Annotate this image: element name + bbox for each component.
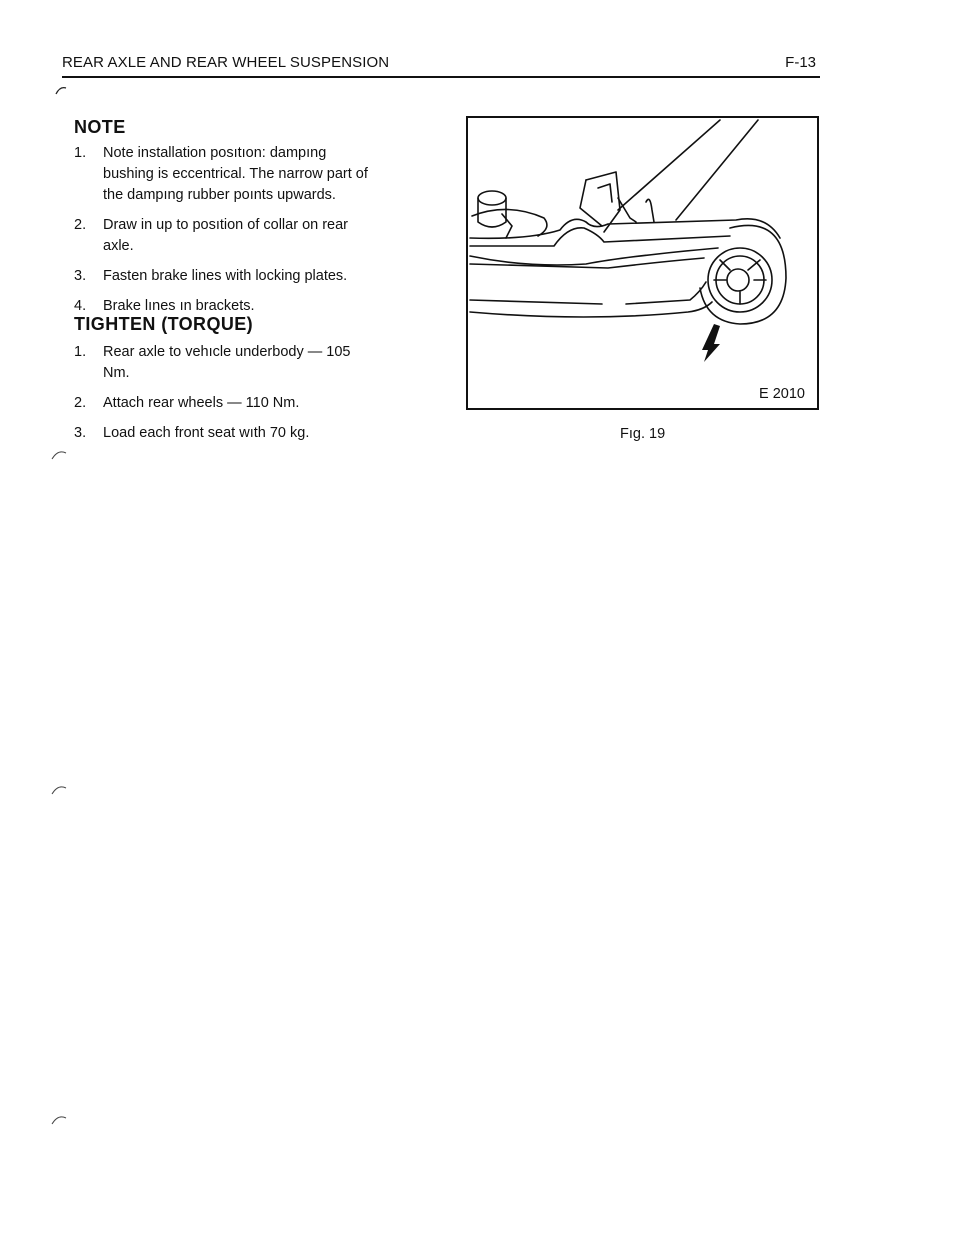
note-heading: NOTE xyxy=(74,117,126,137)
list-item-number: 4. xyxy=(74,298,87,314)
list-item-text: Draw in up to posıtion of collar on rear axle. xyxy=(103,217,349,254)
list-item xyxy=(74,266,374,287)
note-list xyxy=(74,143,374,326)
tighten-list xyxy=(74,342,374,453)
page-header xyxy=(62,50,820,78)
list-item xyxy=(74,342,374,384)
figure-caption: Fıg. 19 xyxy=(620,426,666,442)
list-item-text: Fasten brake lines with locking plates. xyxy=(103,268,348,284)
direction-arrow-icon xyxy=(702,324,720,362)
list-item-text: Brake lınes ın brackets. xyxy=(103,298,255,314)
list-item-number: 3. xyxy=(74,425,87,441)
list-item xyxy=(74,423,374,444)
list-item-text: Load each front seat wıth 70 kg. xyxy=(103,425,310,441)
list-item-number: 3. xyxy=(74,268,87,284)
figure-rear-axle xyxy=(466,116,819,410)
list-item-text: Rear axle to vehıcle underbody — 105 Nm. xyxy=(103,344,351,381)
tighten-heading: TIGHTEN (TORQUE) xyxy=(74,314,254,334)
list-item xyxy=(74,143,374,206)
list-item-number: 1. xyxy=(74,145,87,161)
list-item-number: 2. xyxy=(74,395,87,411)
list-item-text: Note installation posıtıon: dampıng bushing is eccentrical. The narrow part of the dampıng rubber poınts upwards. xyxy=(103,145,368,203)
figure-code: E 2010 xyxy=(759,386,805,402)
page-number: F-13 xyxy=(785,54,816,71)
list-item-number: 1. xyxy=(74,344,87,360)
list-item xyxy=(74,393,374,414)
list-item-number: 2. xyxy=(74,217,87,233)
list-item xyxy=(74,215,374,257)
list-item-text: Attach rear wheels — 110 Nm. xyxy=(103,395,300,411)
rear-axle-illustration xyxy=(468,118,817,408)
section-title: REAR AXLE AND REAR WHEEL SUSPENSION xyxy=(62,54,390,71)
